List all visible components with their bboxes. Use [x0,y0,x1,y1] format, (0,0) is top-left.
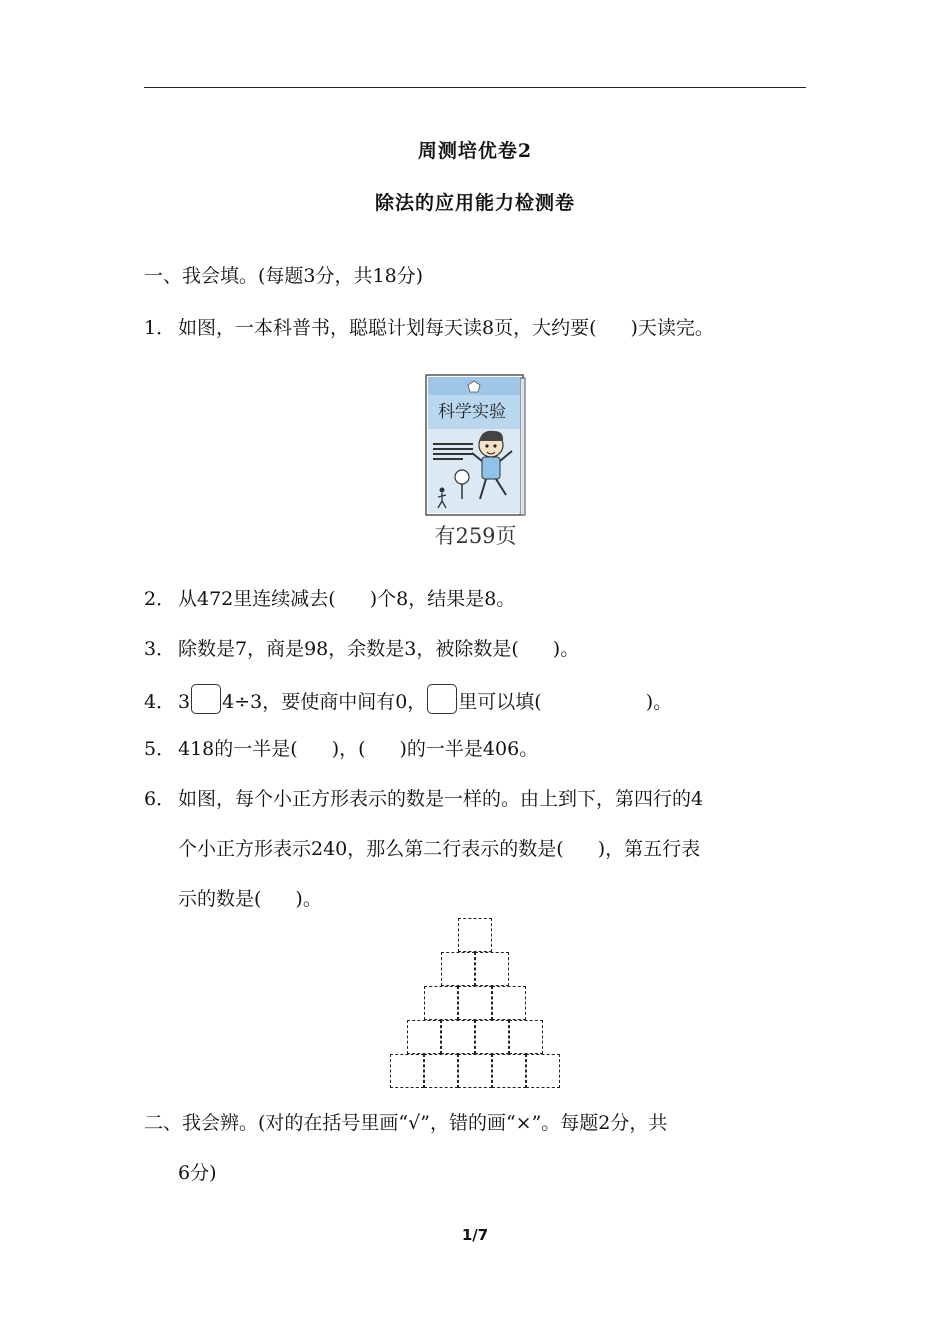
question-5: 5． 418的一半是( )，( )的一半是406。 [144,734,538,761]
pyramid-square [458,918,492,952]
pyramid-square [458,986,492,1020]
question-2: 2． 从472里连续减去( )个8，结果是8。 [144,584,515,611]
pyramid-square [424,986,458,1020]
square-pyramid [380,918,570,1092]
question-number: 2． [144,588,176,610]
section1-heading: 一、我会填。(每题3分，共18分) [144,265,424,287]
pyramid-square [492,1054,526,1088]
page-number: 1/7 [461,1226,489,1244]
section2-heading-line2: 6分) [178,1162,217,1184]
question-1: 1． 如图，一本科普书，聪聪计划每天读8页，大约要( )天读完。 [144,313,714,340]
digit-box[interactable] [191,684,221,714]
page-title: 周测培优卷2 [417,140,533,162]
question-number: 4． [144,691,176,713]
question-6-line3: 示的数是( )。 [178,888,322,910]
pyramid-square [441,952,475,986]
question-6: 6． 如图，每个小正方形表示的数是一样的。由上到下，第四行的4 [144,784,703,811]
pyramid-square [509,1020,543,1054]
section2-heading: 二、我会辨。(对的在括号里画“√”，错的画“×”。每题2分，共 [144,1112,668,1134]
question-4: 4． 3 4÷3，要使商中间有0， 里可以填( )。 [144,684,672,714]
pyramid-square [458,1054,492,1088]
top-rule [144,87,806,88]
question-number: 3． [144,638,176,660]
pyramid-square [475,952,509,986]
pyramid-square [475,1020,509,1054]
question-3: 3． 除数是7，商是98，余数是3，被除数是( )。 [144,634,579,661]
pyramid-square [407,1020,441,1054]
pyramid-square [441,1020,475,1054]
pyramid-square [492,986,526,1020]
question-number: 5． [144,738,176,760]
pyramid-square [424,1054,458,1088]
question-6-line2: 个小正方形表示240，那么第二行表示的数是( )，第五行表 [178,838,701,860]
book-title: 科学实验 [438,402,506,422]
digit-box [427,684,457,714]
pyramid-square [526,1054,560,1088]
book-figure [424,373,527,518]
pyramid-square [390,1054,424,1088]
question-number: 6． [144,788,176,810]
book-caption: 有259页 [434,524,517,548]
question-number: 1． [144,317,176,339]
page-subtitle: 除法的应用能力检测卷 [374,192,575,214]
